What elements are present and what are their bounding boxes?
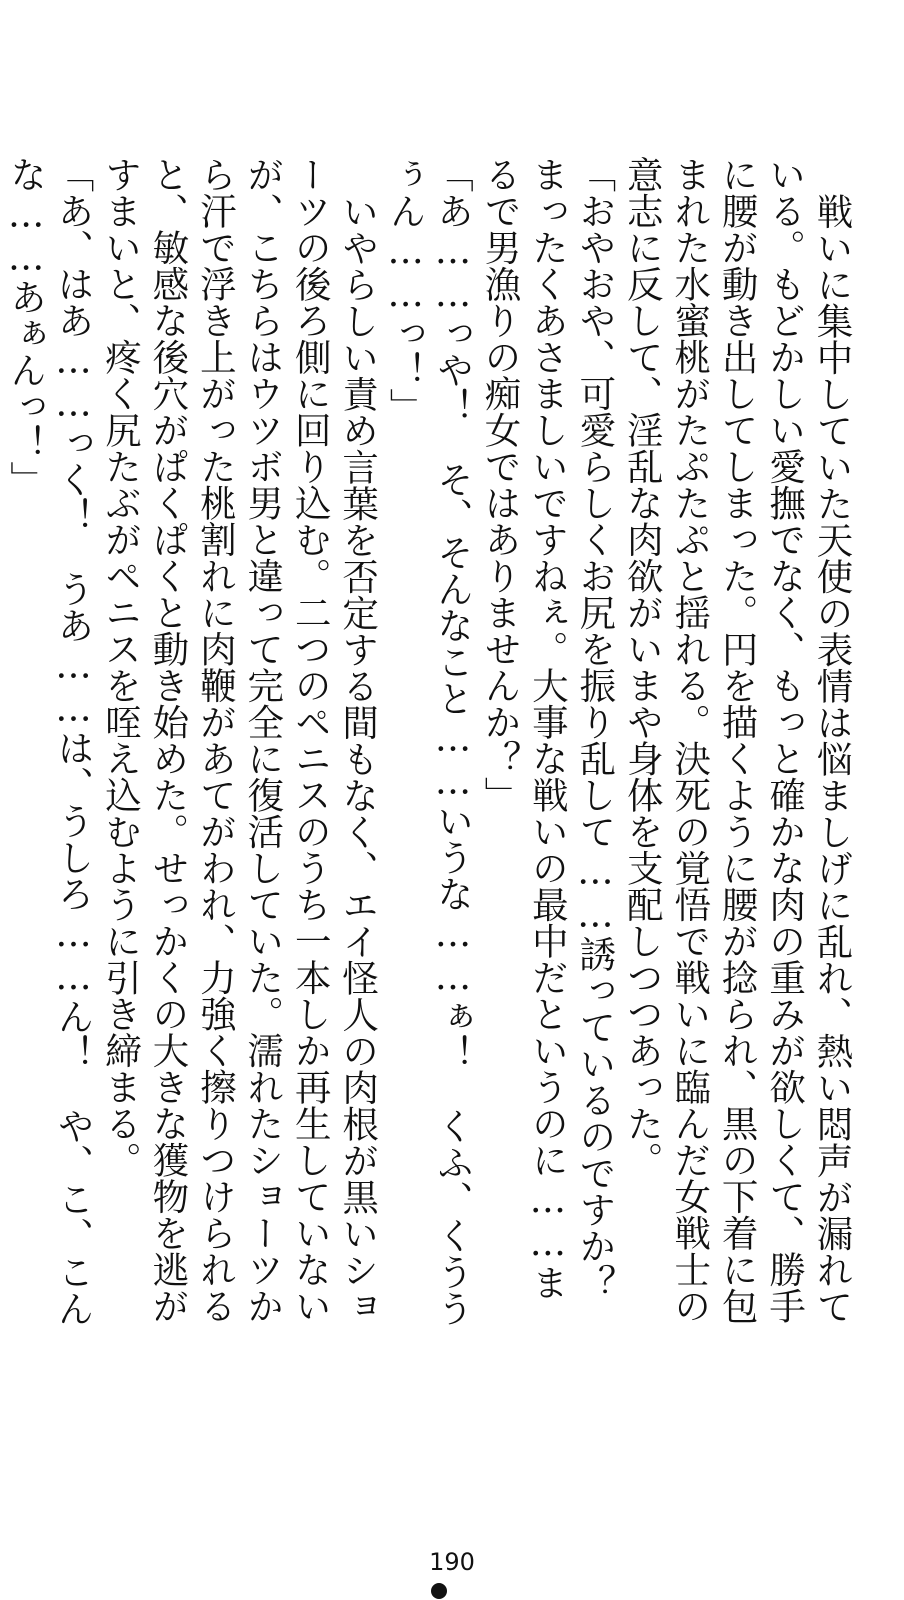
paragraph-2: いやらしい責め言葉を否定する間もなく、エイ怪人の肉根が黒いショーツの後ろ側に回り込む。二つのペニスのうち一本しか再生していないが、こちらはウツボ男と違って完全に復活していた。濡れたショーツから汗で浮き上がった桃割れに肉鞭があてがわれ、力強く擦りつけられると、敏感な後穴がぱくぱくと動き始めた。せっかくの大きな獲物を逃がすまいと、疼く尻たぶがペニスを咥え込むように引き締まる。 (99, 156, 380, 1324)
dialogue-1: 「おやおや、可愛らしくお尻を振り乱して……誘っているのですか？ まったくあさましいですねぇ。大事な戦いの最中だというのに……まるで男漁りの痴女ではありませんか？」 (478, 156, 617, 1337)
dialogue-2: 「あ……っや！ そ、そんなこと……いうな……ぁ！ くふ、くううぅん……っ！」 (384, 156, 475, 1327)
dialogue-3: 「あ、はあ……っく！ うあ……は、うしろ……ん！ や、こ、こんな……あぁんっ！」 (4, 156, 95, 1327)
page-number: 190 (429, 1548, 475, 1576)
paragraph-1: 戦いに集中していた天使の表情は悩ましげに乱れ、熱い悶声が漏れている。もどかしい愛撫でなく、もっと確かな肉の重みが欲しくて、勝手に腰が動き出してしまった。円を描くように腰が捻られ、黒の下着に包まれた水蜜桃がたぷたぷと揺れる。決死の覚悟で戦いに臨んだ女戦士の意志に反して、淫乱な肉欲がいまや身体を支配しつつあった。 (621, 156, 854, 1324)
page-marker-dot (431, 1583, 447, 1599)
body-text (4, 156, 856, 1337)
paragraph-3 (0, 156, 2, 1336)
